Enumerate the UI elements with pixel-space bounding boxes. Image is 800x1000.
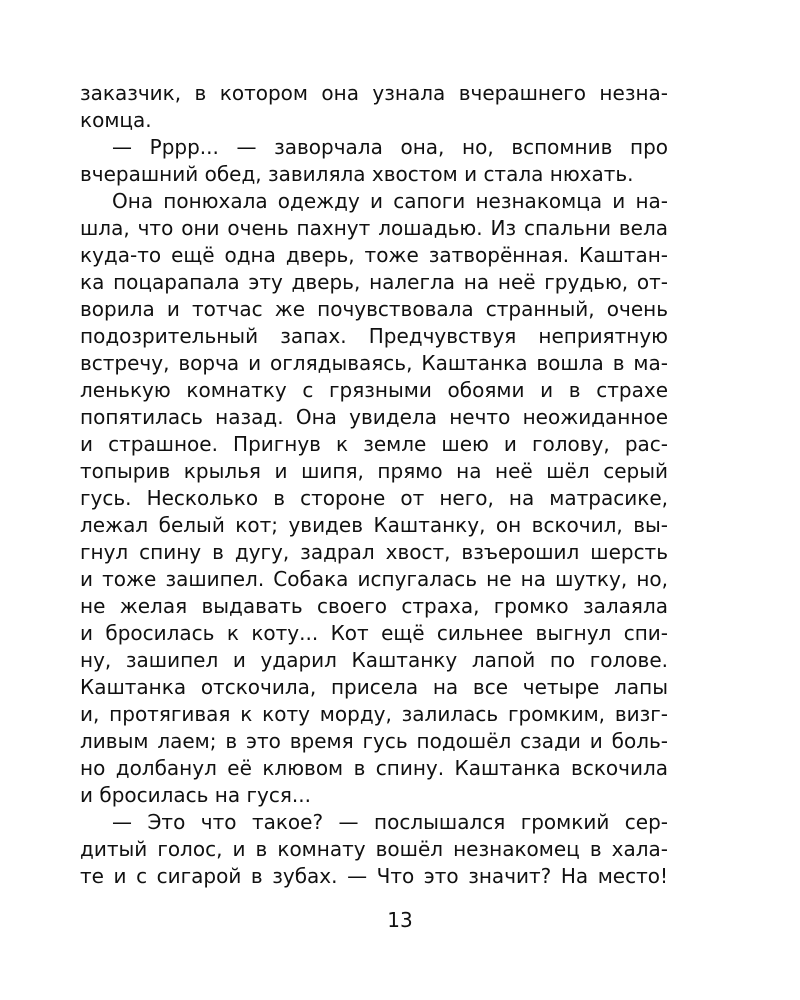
text-line: гнул спину в дугу, задрал хвост, взъерошил шерсть (80, 540, 668, 564)
text-line: ну, зашипел и ударил Каштанку лапой по голове. (80, 648, 668, 672)
text-line: и бросилась на гуся... (80, 783, 311, 807)
text-line: — Рррр... — заворчала она, но, вспомнив про (112, 135, 668, 159)
text-line: и бросилась к коту... Кот ещё сильнее выгнул спи- (80, 621, 668, 645)
text-line: ворила и тотчас же почувствовала странный, очень (80, 297, 668, 321)
text-line: но долбанул её клювом в спину. Каштанка вскочила (80, 756, 668, 780)
text-line: ка поцарапала эту дверь, налегла на неё грудью, от- (80, 270, 668, 294)
text-line: Каштанка отскочила, присела на все четыре лапы (80, 675, 668, 699)
text-line: вчерашний обед, завиляла хвостом и стала нюхать. (80, 162, 634, 186)
text-line: те и с сигарой в зубах. — Что это значит? На место! (80, 864, 668, 888)
text-line: попятилась назад. Она увидела нечто неожиданное (80, 405, 668, 429)
text-line: дитый голос, и в комнату вошёл незнакомец в хала- (80, 837, 668, 861)
page-number: 13 (387, 908, 413, 932)
text-line: ливым лаем; в это время гусь подошёл сзади и боль- (80, 729, 668, 753)
text-line: топырив крылья и шипя, прямо на неё шёл серый (80, 459, 668, 483)
text-line: Она понюхала одежду и сапоги незнакомца и на- (112, 189, 668, 213)
text-line: заказчик, в котором она узнала вчерашнего незна- (80, 81, 668, 105)
text-line: и страшное. Пригнув к земле шею и голову, рас- (80, 432, 668, 456)
text-line: лежал белый кот; увидев Каштанку, он вскочил, вы- (80, 513, 668, 537)
text-line: гусь. Несколько в стороне от него, на матрасике, (80, 486, 668, 510)
text-line: комца. (80, 108, 152, 132)
text-line: шла, что они очень пахнут лошадью. Из спальни вела (80, 216, 668, 240)
text-line: — Это что такое? — послышался громкий сер- (112, 810, 668, 834)
text-line: подозрительный запах. Предчувствуя неприятную (80, 324, 668, 348)
text-line: не желая выдавать своего страха, громко залаяла (80, 594, 668, 618)
text-line: ленькую комнатку с грязными обоями и в страхе (80, 378, 668, 402)
text-line: куда-то ещё одна дверь, тоже затворённая. Каштан- (80, 243, 668, 267)
text-line: и тоже зашипел. Собака испугалась не на шутку, но, (80, 567, 668, 591)
text-line: встречу, ворча и оглядываясь, Каштанка вошла в ма- (80, 351, 668, 375)
text-line: и, протягивая к коту морду, залилась громким, визг- (80, 702, 668, 726)
